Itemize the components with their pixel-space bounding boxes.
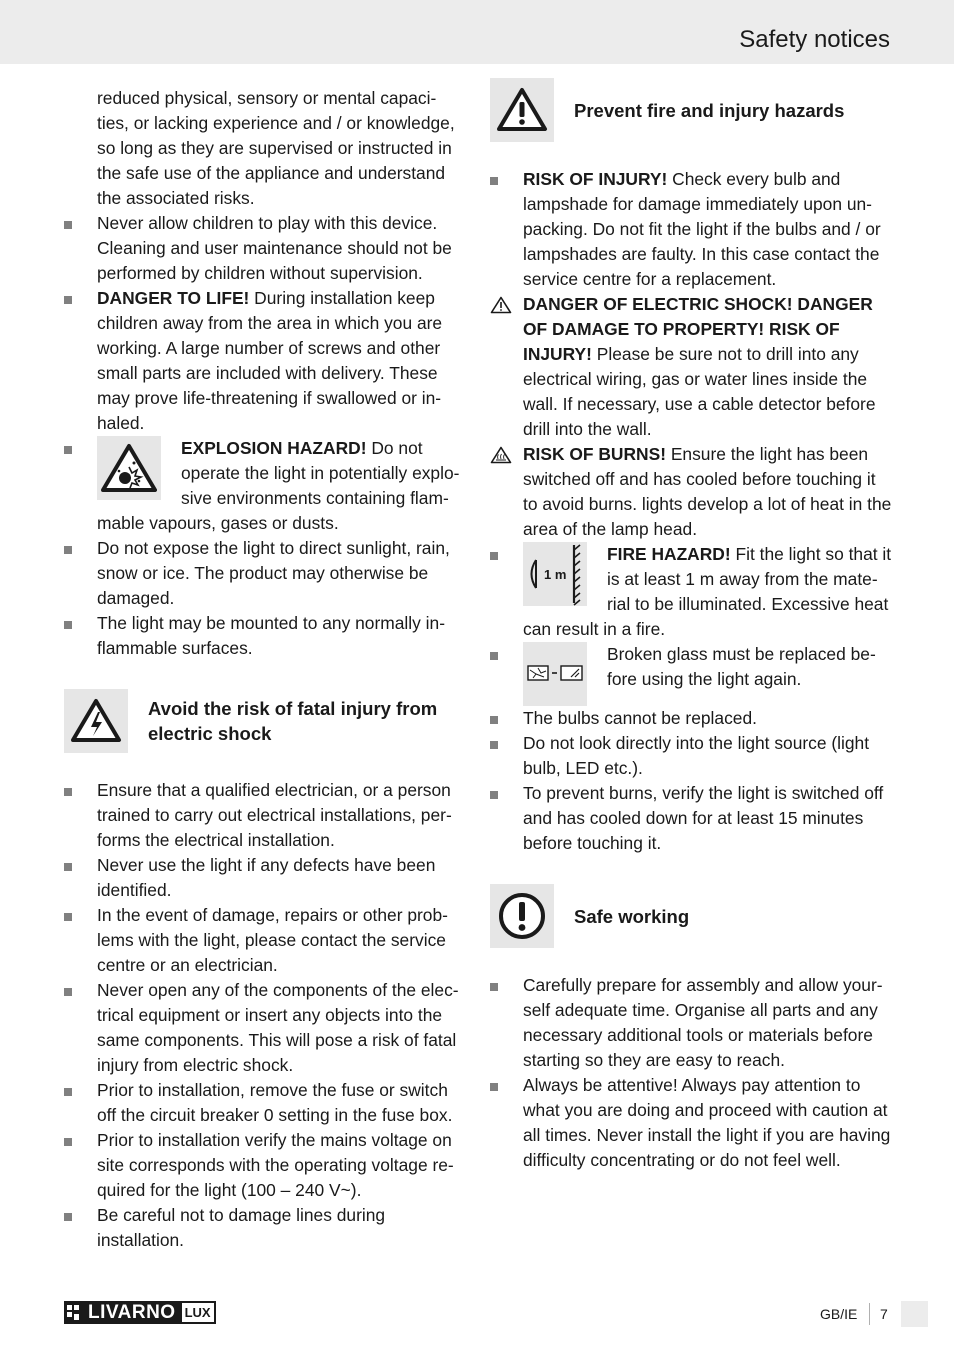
explosion-icon	[97, 436, 161, 500]
bullet-icon	[490, 177, 498, 185]
bullet-icon	[64, 546, 72, 554]
left-column	[64, 86, 464, 1253]
bullet-icon	[490, 716, 498, 724]
page-title: Safety notices	[739, 26, 890, 53]
section-heading-electric-shock	[64, 689, 464, 753]
list-item-broken-glass: Broken glass must be replaced be-fore using the light again.	[490, 642, 892, 706]
list-item: DANGER TO LIFE! During installation keep children away from the area in which you are working. A large number of screws and other small parts are included with delivery. These may prove life-threatening if swallowed or in-haled.	[64, 286, 464, 436]
bullet-icon	[64, 1213, 72, 1221]
list-item: The light may be mounted to any normally in-flammable surfaces.	[64, 611, 464, 661]
right-column	[490, 86, 892, 1173]
bullet-icon	[64, 621, 72, 629]
bullet-icon	[64, 1088, 72, 1096]
list-item: Prior to installation, remove the fuse or switch off the circuit breaker 0 setting in the fuse box.	[64, 1078, 464, 1128]
list-item-burns: RISK OF BURNS! Ensure the light has been switched off and has cooled before touching it to avoid burns. lights develop a lot of heat in the area of the lamp head.	[490, 442, 892, 542]
list-item-fire: 1 m FIRE HAZARD! Fit the light so that it is at least 1 m away from the mate-rial to be illuminated. Excessive heat can result in a fire.	[490, 542, 892, 642]
logo-mark-icon	[64, 1301, 86, 1324]
brand-suffix: LUX	[180, 1301, 216, 1324]
list-item: In the event of damage, repairs or other prob-lems with the light, please contact the service centre or an electrician.	[64, 903, 464, 978]
bullet-icon	[490, 552, 498, 560]
bullet-icon	[64, 988, 72, 996]
section-heading-safe-working	[490, 884, 892, 948]
language-code: GB/IE	[820, 1306, 858, 1322]
page-tab	[901, 1301, 928, 1327]
bullet-icon	[490, 741, 498, 749]
distance-1m-icon	[523, 542, 587, 606]
section-title: Prevent fire and injury hazards	[574, 99, 845, 121]
list-item: Do not look directly into the light source (light bulb, LED etc.).	[490, 731, 892, 781]
bullet-icon	[490, 1083, 498, 1091]
list-item: Ensure that a qualified electrician, or a person trained to carry out electrical installations, per-forms the electrical installation.	[64, 778, 464, 853]
broken-glass-icon	[523, 642, 587, 706]
list-item: To prevent burns, verify the light is switched off and has cooled down for at least 15 minutes before touching it.	[490, 781, 892, 856]
list-item: Carefully prepare for assembly and allow your-self adequate time. Organise all parts and any necessary additional tools or materials before starting so they are easy to reach.	[490, 973, 892, 1073]
list-item: Never use the light if any defects have been identified.	[64, 853, 464, 903]
section-heading-fire-injury	[490, 78, 892, 142]
warning-icon	[490, 78, 554, 142]
bullet-icon	[64, 221, 72, 229]
page-number: 7	[880, 1306, 888, 1322]
footer-divider	[869, 1303, 870, 1325]
list-item: The bulbs cannot be replaced.	[490, 706, 892, 731]
brand-logo	[64, 1301, 216, 1324]
bullet-icon	[490, 652, 498, 660]
intro-paragraph: reduced physical, sensory or mental capaci-ties, or lacking experience and / or knowledge, so long as they are supervised or instructed in the safe use of the appliance and understand the associated risks.	[97, 88, 455, 208]
bullet-icon	[64, 296, 72, 304]
distance-label: 1 m	[544, 567, 567, 582]
hot-surface-icon	[490, 446, 512, 464]
list-item: Prior to installation verify the mains voltage on site corresponds with the operating voltage re-quired for the light (100 – 240 V~).	[64, 1128, 464, 1203]
bullet-icon	[64, 788, 72, 796]
list-item-explosion: EXPLOSION HAZARD! Do not operate the light in potentially explo-sive environments containing flam-mable vapours, gases or dusts.	[64, 436, 464, 536]
bullet-icon	[64, 913, 72, 921]
list-item: Do not expose the light to direct sunlight, rain, snow or ice. The product may otherwise be damaged.	[64, 536, 464, 611]
bullet-icon	[64, 446, 72, 454]
list-item: Never open any of the components of the elec-trical equipment or insert any objects into the same components. This will pose a risk of fatal injury from electric shock.	[64, 978, 464, 1078]
bullet-icon	[64, 1138, 72, 1146]
bullet-icon	[490, 983, 498, 991]
exclamation-icon	[490, 884, 554, 948]
list-item: Never allow children to play with this device. Cleaning and user maintenance should not be performed by children without supervision.	[64, 211, 464, 286]
list-item: RISK OF INJURY! Check every bulb and lampshade for damage immediately upon un-packing. Do not fit the light if the bulbs and / or lampshades are faulty. In this case contact the service centre for a replacement.	[490, 167, 892, 292]
list-item-electric-shock: DANGER OF ELECTRIC SHOCK! DANGER OF DAMAGE TO PROPERTY! RISK OF INJURY! Please be sure not to drill into any electrical wiring, gas or water lines inside the wall. If necessary, use a cable detector before drill into the wall.	[490, 292, 892, 442]
high-voltage-icon	[64, 689, 128, 753]
section-title: Avoid the risk of fatal injury from electric shock	[148, 698, 438, 744]
bullet-icon	[490, 791, 498, 799]
list-item: Be careful not to damage lines during installation.	[64, 1203, 464, 1253]
bullet-icon	[64, 863, 72, 871]
warning-icon	[490, 296, 512, 314]
brand-name: LIVARNO	[86, 1301, 180, 1324]
list-item: Always be attentive! Always pay attention to what you are doing and proceed with caution at all times. Never install the light if you are having difficulty concentrating or do not feel well.	[490, 1073, 892, 1173]
section-title: Safe working	[574, 905, 690, 927]
